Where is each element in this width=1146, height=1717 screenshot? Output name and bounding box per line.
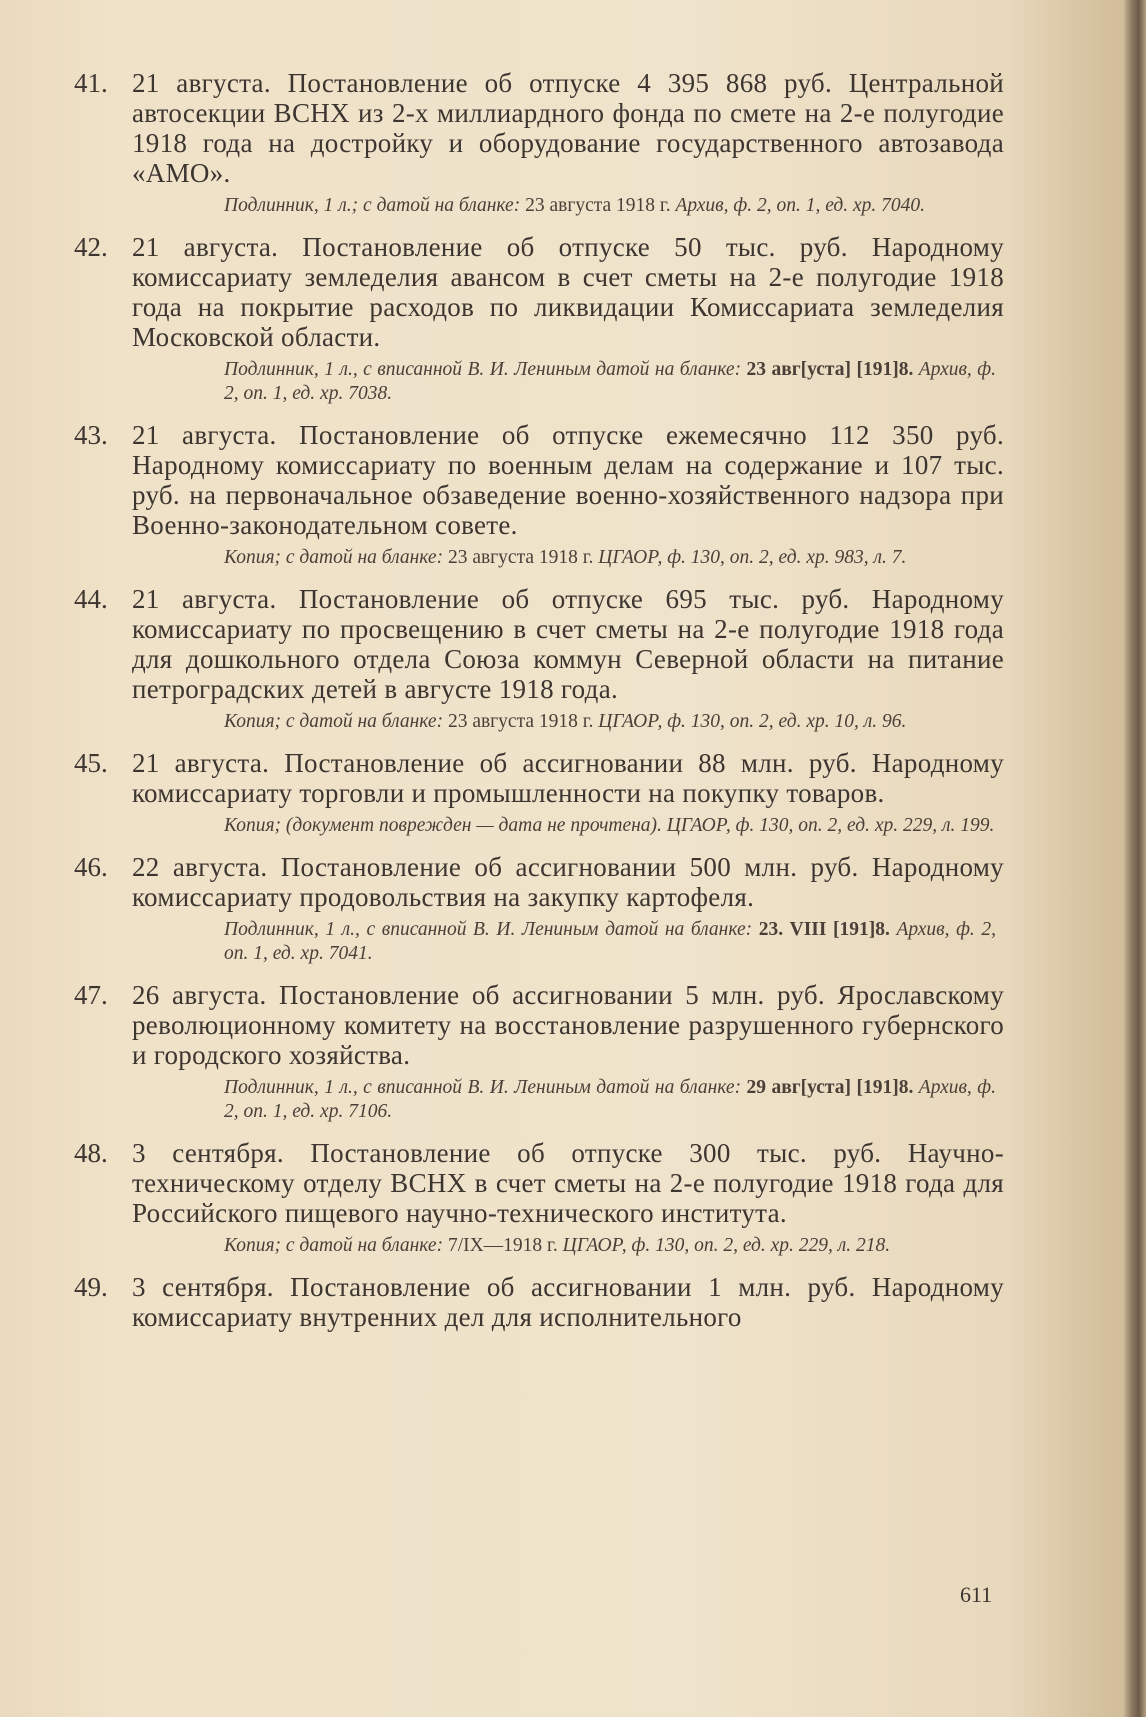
entry-48: [70, 1138, 1004, 1258]
entry-text: 3 сентября. Постановление об отпуске 300 тыс. руб. Научно-техническому отделу ВСНХ в счет сметы на 2-е полугодие 1918 года для Российского пищевого научно-технического института.: [132, 1138, 1004, 1228]
document-content: [70, 68, 1004, 1346]
entry-46: [70, 852, 1004, 966]
entry-number: 46.: [74, 852, 108, 882]
source-part: Архив, ф. 2, оп. 1, ед. хр. 7041.: [224, 919, 996, 964]
entry-49: [70, 1272, 1004, 1332]
source-part: Копия; (документ поврежден — дата не прочтена). ЦГАОР, ф. 130, оп. 2, ед. хр. 229, л. 199.: [224, 815, 995, 836]
entry-source: [224, 918, 996, 966]
entry-45: [70, 748, 1004, 838]
source-part: Подлинник, 1 л., с вписанной В. И. Лениным датой на бланке:: [224, 359, 747, 380]
entry-number: 45.: [74, 748, 108, 778]
source-part: 23 августа 1918 г.: [447, 711, 594, 732]
source-part: Копия; с датой на бланке:: [224, 1235, 448, 1256]
entry-source: [224, 814, 996, 838]
entry-42: [70, 232, 1004, 406]
entry-text: 26 августа. Постановление об ассигновании 5 млн. руб. Ярославскому революционному комитету на восстановление разрушенного губернского и городского хозяйства.: [132, 980, 1004, 1070]
source-part: 29 авг[уста] [191]8.: [746, 1077, 914, 1098]
source-part: 23 августа 1918 г.: [447, 547, 594, 568]
source-part: ЦГАОР, ф. 130, оп. 2, ед. хр. 229, л. 218.: [557, 1235, 891, 1256]
entry-text: 22 августа. Постановление об ассигновании 500 млн. руб. Народному комиссариату продовольствия на закупку картофеля.: [132, 852, 1004, 912]
entry-source: [224, 546, 996, 570]
entry-text: 21 августа. Постановление об отпуске ежемесячно 112 350 руб. Народному комиссариату по военным делам на содержание и 107 тыс. руб. на первоначальное обзаведение военно-хозяйственного надзора при Военно-законодательном совете.: [132, 420, 1004, 540]
entry-text: 21 августа. Постановление об отпуске 50 тыс. руб. Народному комиссариату земледелия авансом в счет сметы на 2-е полугодие 1918 года на покрытие расходов по ликвидации Комиссариата земледелия Московской области.: [132, 232, 1004, 352]
source-part: Подлинник, 1 л., с вписанной В. И. Лениным датой на бланке:: [224, 919, 759, 940]
entry-number: 41.: [74, 68, 108, 98]
entry-43: [70, 420, 1004, 570]
source-part: 23 августа 1918 г.: [525, 195, 671, 216]
entry-number: 42.: [74, 232, 108, 262]
source-part: Копия; с датой на бланке:: [224, 547, 448, 568]
source-part: Подлинник, 1 л.; с датой на бланке:: [224, 195, 526, 216]
entry-47: [70, 980, 1004, 1124]
source-part: 23. VIII [191]8.: [758, 919, 890, 940]
source-part: Подлинник, 1 л., с вписанной В. И. Лениным датой на бланке:: [224, 1077, 747, 1098]
page-number: 611: [960, 1582, 993, 1607]
entry-number: 48.: [74, 1138, 108, 1168]
source-part: Архив, ф. 2, оп. 1, ед. хр. 7106.: [224, 1077, 996, 1122]
entry-text: 21 августа. Постановление об отпуске 695 тыс. руб. Народному комиссариату по просвещению в счет сметы на 2-е полугодие 1918 года для дошкольного отдела Союза коммун Северной области на питание петроградских детей в августе 1918 года.: [132, 584, 1004, 704]
entry-41: [70, 68, 1004, 218]
source-part: Копия; с датой на бланке:: [224, 711, 448, 732]
entry-source: [224, 1076, 996, 1124]
source-part: Архив, ф. 2, оп. 1, ед. хр. 7040.: [670, 195, 926, 216]
source-part: ЦГАОР, ф. 130, оп. 2, ед. хр. 10, л. 96.: [593, 711, 907, 732]
entry-source: [224, 710, 996, 734]
entry-number: 47.: [74, 980, 108, 1010]
source-part: ЦГАОР, ф. 130, оп. 2, ед. хр. 983, л. 7.: [593, 547, 907, 568]
source-part: 23 авг[уста] [191]8.: [746, 359, 914, 380]
entry-text: 3 сентября. Постановление об ассигновании 1 млн. руб. Народному комиссариату внутренних дел для исполнительного: [132, 1272, 1004, 1332]
book-binding-edge: [1122, 0, 1146, 1717]
entry-source: [224, 1234, 996, 1258]
entry-text: 21 августа. Постановление об ассигновании 88 млн. руб. Народному комиссариату торговли и промышленности на покупку товаров.: [132, 748, 1004, 808]
source-part: 7/IX—1918 г.: [447, 1235, 558, 1256]
entry-number: 43.: [74, 420, 108, 450]
entry-source: [224, 358, 996, 406]
entry-text: 21 августа. Постановление об отпуске 4 395 868 руб. Центральной автосекции ВСНХ из 2-х миллиардного фонда по смете на 2-е полугодие 1918 года на достройку и оборудование государственного автозавода «АМО».: [132, 68, 1004, 188]
entry-source: [224, 194, 996, 218]
source-part: Архив, ф. 2, оп. 1, ед. хр. 7038.: [224, 359, 996, 404]
entry-number: 49.: [74, 1272, 108, 1302]
entry-44: [70, 584, 1004, 734]
entry-number: 44.: [74, 584, 108, 614]
